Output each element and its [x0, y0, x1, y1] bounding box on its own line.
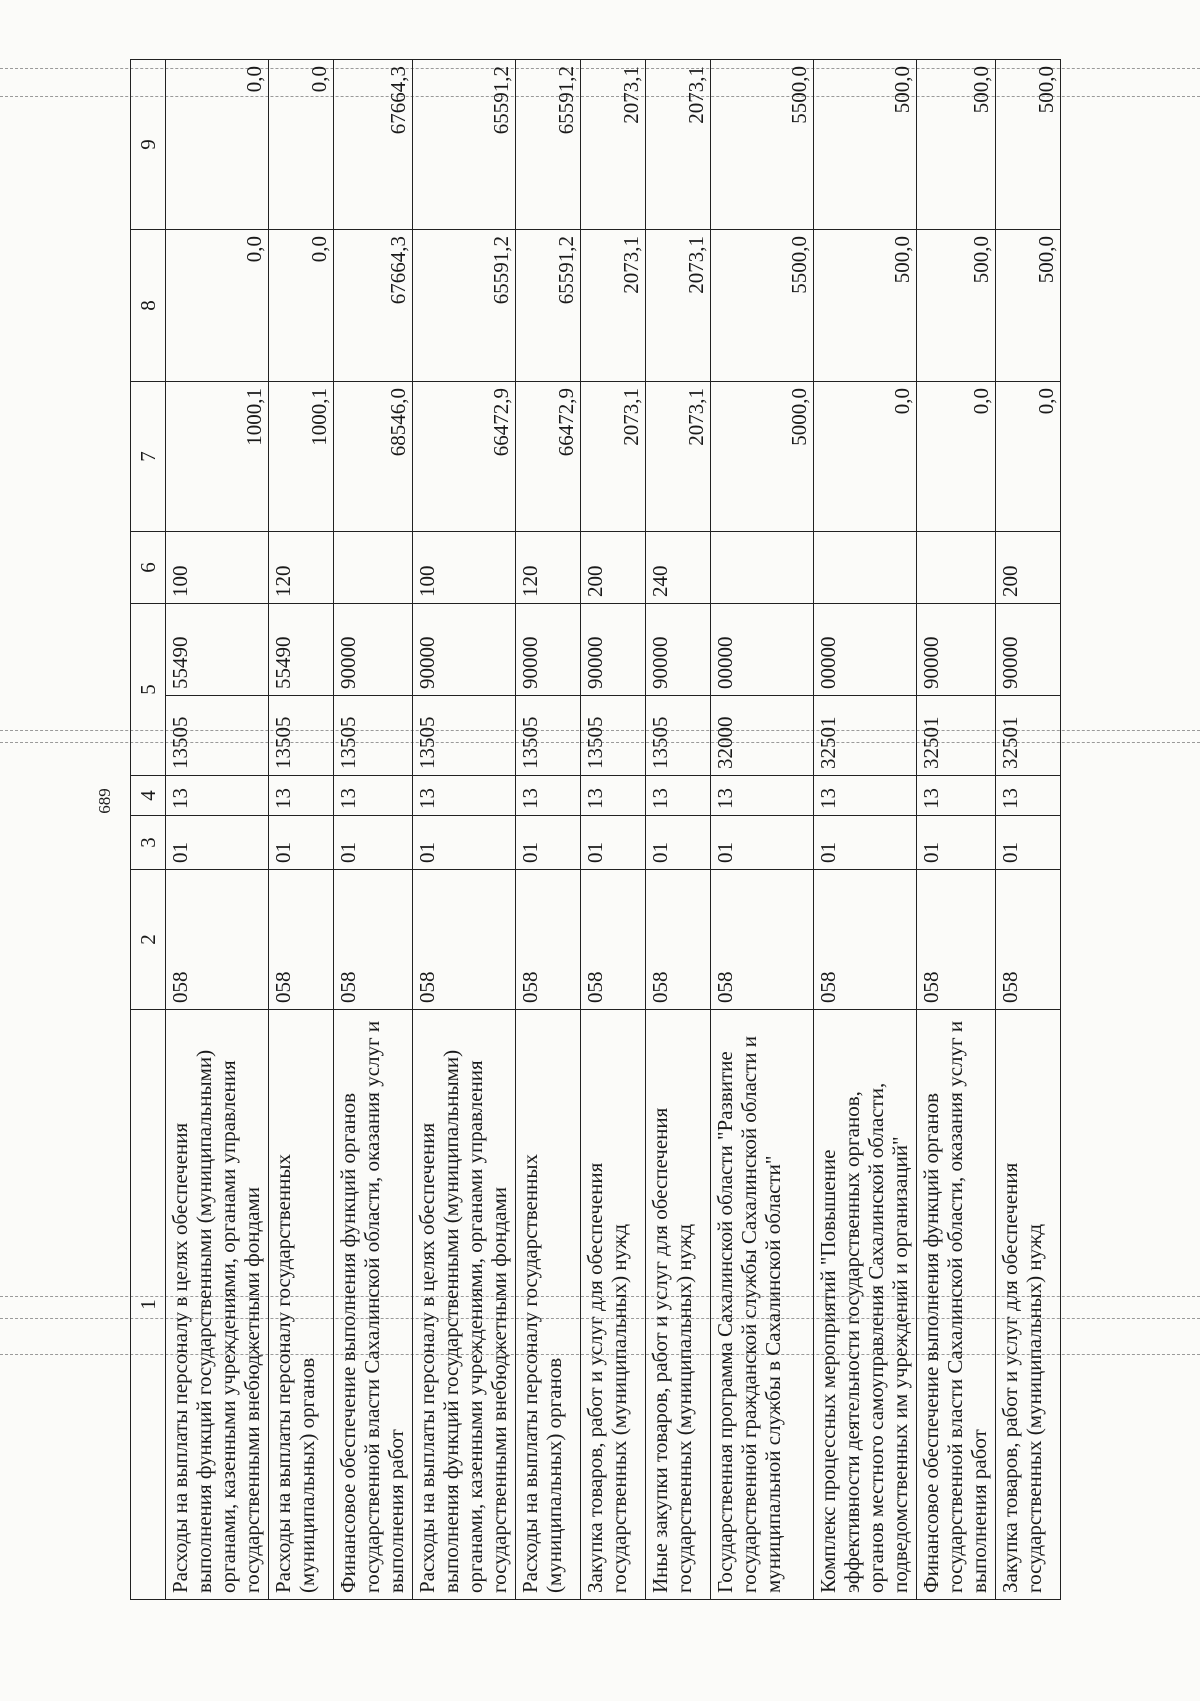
- amount-col-8: 500,0: [996, 230, 1061, 382]
- row-description: Расходы на выплаты персоналу в целях обеспечения выполнения функций государственными (муниципальными) органами, казенными учреждениями, органами управления государственными внебюджетными фондами: [166, 1010, 269, 1600]
- row-description: Расходы на выплаты персоналу в целях обеспечения выполнения функций государственными (муниципальными) органами, казенными учреждениями, органами управления государственными внебюджетными фондами: [413, 1010, 516, 1600]
- row-description: Комплекс процессных мероприятий "Повышение эффективности деятельности государственных органов, органов местного самоуправления Сахалинской области, подведомственных им учреждений и организаций": [814, 1010, 917, 1600]
- amount-col-8: 67664,3: [334, 230, 413, 382]
- subsection-code: 13: [711, 776, 814, 816]
- section-code: 01: [917, 816, 996, 870]
- col-header-7: 7: [131, 382, 166, 532]
- section-code: 01: [646, 816, 711, 870]
- table-row: [516, 60, 581, 1600]
- kvsr-code: 058: [996, 870, 1061, 1010]
- amount-col-7: 68546,0: [334, 382, 413, 532]
- col-header-5: 5: [131, 604, 166, 776]
- expense-type-code: [711, 532, 814, 604]
- amount-col-9: 0,0: [166, 60, 269, 230]
- kvsr-code: 058: [814, 870, 917, 1010]
- kvsr-code: 058: [413, 870, 516, 1010]
- expense-type-code: [917, 532, 996, 604]
- row-description: Закупка товаров, работ и услуг для обеспечения государственных (муниципальных) нужд: [581, 1010, 646, 1600]
- amount-col-9: 2073,1: [581, 60, 646, 230]
- direction-code: 90000: [646, 604, 711, 696]
- expense-type-code: 200: [581, 532, 646, 604]
- amount-col-9: 67664,3: [334, 60, 413, 230]
- col-header-4: 4: [131, 776, 166, 816]
- expense-type-code: [334, 532, 413, 604]
- program-code: 13505: [166, 696, 269, 776]
- page-number: 689: [95, 788, 114, 814]
- amount-col-8: 5500,0: [711, 230, 814, 382]
- program-code: 13505: [413, 696, 516, 776]
- subsection-code: 13: [917, 776, 996, 816]
- direction-code: 00000: [711, 604, 814, 696]
- subsection-code: 13: [334, 776, 413, 816]
- table-body: [166, 60, 1061, 1600]
- amount-col-9: 65591,2: [516, 60, 581, 230]
- expense-type-code: 120: [516, 532, 581, 604]
- amount-col-9: 500,0: [917, 60, 996, 230]
- amount-col-8: 65591,2: [516, 230, 581, 382]
- amount-col-7: 2073,1: [646, 382, 711, 532]
- amount-col-7: 0,0: [814, 382, 917, 532]
- section-code: 01: [711, 816, 814, 870]
- amount-col-7: 5000,0: [711, 382, 814, 532]
- expense-type-code: 100: [413, 532, 516, 604]
- subsection-code: 13: [581, 776, 646, 816]
- col-header-1: 1: [131, 1010, 166, 1600]
- subsection-code: 13: [413, 776, 516, 816]
- subsection-code: 13: [814, 776, 917, 816]
- expense-type-code: 120: [269, 532, 334, 604]
- amount-col-9: 5500,0: [711, 60, 814, 230]
- direction-code: 90000: [581, 604, 646, 696]
- amount-col-7: 0,0: [917, 382, 996, 532]
- section-code: 01: [814, 816, 917, 870]
- amount-col-8: 65591,2: [413, 230, 516, 382]
- col-header-2: 2: [131, 870, 166, 1010]
- section-code: 01: [269, 816, 334, 870]
- row-description: Расходы на выплаты персоналу государственных (муниципальных) органов: [516, 1010, 581, 1600]
- program-code: 32501: [996, 696, 1061, 776]
- direction-code: 90000: [917, 604, 996, 696]
- subsection-code: 13: [996, 776, 1061, 816]
- amount-col-7: 1000,1: [166, 382, 269, 532]
- direction-code: 90000: [413, 604, 516, 696]
- program-code: 13505: [269, 696, 334, 776]
- expense-type-code: 100: [166, 532, 269, 604]
- table-row: [269, 60, 334, 1600]
- table-row: [413, 60, 516, 1600]
- col-header-3: 3: [131, 816, 166, 870]
- direction-code: 55490: [269, 604, 334, 696]
- row-description: Закупка товаров, работ и услуг для обеспечения государственных (муниципальных) нужд: [996, 1010, 1061, 1600]
- row-description: Расходы на выплаты персоналу государственных (муниципальных) органов: [269, 1010, 334, 1600]
- amount-col-8: 2073,1: [581, 230, 646, 382]
- section-code: 01: [581, 816, 646, 870]
- amount-col-8: 500,0: [917, 230, 996, 382]
- program-code: 13505: [646, 696, 711, 776]
- table-row: [711, 60, 814, 1600]
- amount-col-8: 0,0: [269, 230, 334, 382]
- table-row: [646, 60, 711, 1600]
- col-header-9: 9: [131, 60, 166, 230]
- table-row: [581, 60, 646, 1600]
- kvsr-code: 058: [516, 870, 581, 1010]
- section-code: 01: [516, 816, 581, 870]
- kvsr-code: 058: [334, 870, 413, 1010]
- amount-col-9: 65591,2: [413, 60, 516, 230]
- table-row: [996, 60, 1061, 1600]
- direction-code: 90000: [516, 604, 581, 696]
- direction-code: 55490: [166, 604, 269, 696]
- col-header-8: 8: [131, 230, 166, 382]
- subsection-code: 13: [516, 776, 581, 816]
- section-code: 01: [413, 816, 516, 870]
- program-code: 32501: [917, 696, 996, 776]
- table-row: [814, 60, 917, 1600]
- amount-col-7: 66472,9: [516, 382, 581, 532]
- row-description: Иные закупки товаров, работ и услуг для обеспечения государственных (муниципальных) нужд: [646, 1010, 711, 1600]
- table-row: [917, 60, 996, 1600]
- section-code: 01: [166, 816, 269, 870]
- kvsr-code: 058: [166, 870, 269, 1010]
- expense-type-code: 200: [996, 532, 1061, 604]
- row-description: Финансовое обеспечение выполнения функций органов государственной власти Сахалинской области, оказания услуг и выполнения работ: [917, 1010, 996, 1600]
- expense-type-code: 240: [646, 532, 711, 604]
- amount-col-7: 66472,9: [413, 382, 516, 532]
- rotated-table-wrapper: [130, 60, 1058, 1600]
- amount-col-9: 500,0: [814, 60, 917, 230]
- amount-col-9: 2073,1: [646, 60, 711, 230]
- program-code: 13505: [516, 696, 581, 776]
- row-description: Государственная программа Сахалинской области "Развитие государственной гражданской службы Сахалинской области и муниципальной службы в Сахалинской области": [711, 1010, 814, 1600]
- expense-type-code: [814, 532, 917, 604]
- amount-col-8: 2073,1: [646, 230, 711, 382]
- amount-col-9: 0,0: [269, 60, 334, 230]
- kvsr-code: 058: [646, 870, 711, 1010]
- amount-col-8: 500,0: [814, 230, 917, 382]
- amount-col-9: 500,0: [996, 60, 1061, 230]
- amount-col-8: 0,0: [166, 230, 269, 382]
- header-row: [131, 60, 166, 1600]
- direction-code: 00000: [814, 604, 917, 696]
- subsection-code: 13: [269, 776, 334, 816]
- subsection-code: 13: [166, 776, 269, 816]
- direction-code: 90000: [996, 604, 1061, 696]
- program-code: 32000: [711, 696, 814, 776]
- amount-col-7: 1000,1: [269, 382, 334, 532]
- row-description: Финансовое обеспечение выполнения функций органов государственной власти Сахалинской области, оказания услуг и выполнения работ: [334, 1010, 413, 1600]
- direction-code: 90000: [334, 604, 413, 696]
- table-row: [334, 60, 413, 1600]
- table-row: [166, 60, 269, 1600]
- kvsr-code: 058: [581, 870, 646, 1010]
- program-code: 32501: [814, 696, 917, 776]
- section-code: 01: [334, 816, 413, 870]
- budget-table: [130, 59, 1061, 1600]
- amount-col-7: 2073,1: [581, 382, 646, 532]
- subsection-code: 13: [646, 776, 711, 816]
- col-header-6: 6: [131, 532, 166, 604]
- program-code: 13505: [581, 696, 646, 776]
- kvsr-code: 058: [917, 870, 996, 1010]
- section-code: 01: [996, 816, 1061, 870]
- amount-col-7: 0,0: [996, 382, 1061, 532]
- program-code: 13505: [334, 696, 413, 776]
- kvsr-code: 058: [269, 870, 334, 1010]
- kvsr-code: 058: [711, 870, 814, 1010]
